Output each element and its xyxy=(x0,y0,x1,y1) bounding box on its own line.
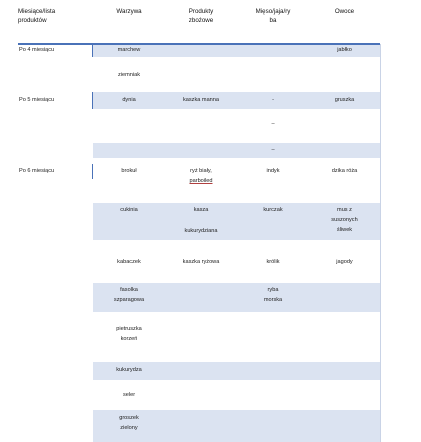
header-months-line2: produktów xyxy=(18,17,47,24)
cell-meat: indyk xyxy=(266,168,280,174)
cell-vegetable: groszek xyxy=(119,415,139,421)
cell-vegetable: ziemniak xyxy=(117,72,141,78)
cell-fruit: gruszka xyxy=(334,97,355,103)
header-grains-line2: zbożowe xyxy=(188,17,214,24)
header-meat-line2: ba xyxy=(269,17,277,24)
cell-vegetable: seler xyxy=(122,392,136,398)
cell-fruit: jagody xyxy=(336,259,353,265)
cell-vegetable: kukurydza xyxy=(116,367,142,373)
cell-vegetable: kabaczek xyxy=(117,259,141,265)
cell-vegetable: brokuł xyxy=(121,168,137,174)
header-meat-line1: Mięso/jaja/ry xyxy=(255,8,291,15)
header-grains-line1: Produkty xyxy=(188,8,214,15)
cell-vegetable: pietruszka xyxy=(116,326,142,332)
header-divider xyxy=(18,43,380,45)
month-label-5: Po 5 miesiącu xyxy=(19,97,55,103)
month-label-4: Po 4 miesiącu xyxy=(19,47,55,53)
cell-meat: – xyxy=(271,121,275,127)
cell-fruit: suszonych xyxy=(331,217,358,223)
cell-vegetable: marchew xyxy=(117,47,141,53)
cell-fruit: jabłko xyxy=(337,47,352,53)
cell-vegetable: fasolka xyxy=(120,287,138,293)
cell-vegetable: cukinia xyxy=(120,207,138,213)
cell-meat: kurczak xyxy=(263,207,283,213)
cell-grain: kaszka ryżowa xyxy=(182,259,220,265)
cell-vegetable: dynia xyxy=(122,97,136,103)
header-fruits: Owoce xyxy=(334,8,355,15)
cell-fruit: śliwek xyxy=(336,227,353,233)
header-vegetables: Warzywa xyxy=(116,8,142,15)
cell-vegetable: korzeń xyxy=(120,336,138,342)
cell-meat: morska xyxy=(263,297,283,303)
cell-meat: królik xyxy=(266,259,280,265)
cell-grain: kukurydziana xyxy=(184,228,218,234)
cell-fruit: dzika róża xyxy=(331,168,358,174)
cell-meat: ryba xyxy=(267,287,279,293)
cell-fruit: mus z xyxy=(337,207,352,213)
cell-meat: – xyxy=(271,147,275,153)
cell-grain: kasza xyxy=(193,207,209,213)
cell-grain: ryż biały, xyxy=(190,168,212,174)
month-label-6: Po 6 miesiącu xyxy=(19,168,55,174)
cell-vegetable: szparagowa xyxy=(113,297,145,303)
table-right-border xyxy=(380,44,381,442)
header-months-line1: Miesiące/lista xyxy=(18,8,56,15)
cell-grain-underlined: parboiled xyxy=(189,178,213,184)
cell-vegetable: zielony xyxy=(120,425,138,431)
cell-grain: kaszka manna xyxy=(182,97,220,103)
cell-meat: - xyxy=(272,97,274,103)
